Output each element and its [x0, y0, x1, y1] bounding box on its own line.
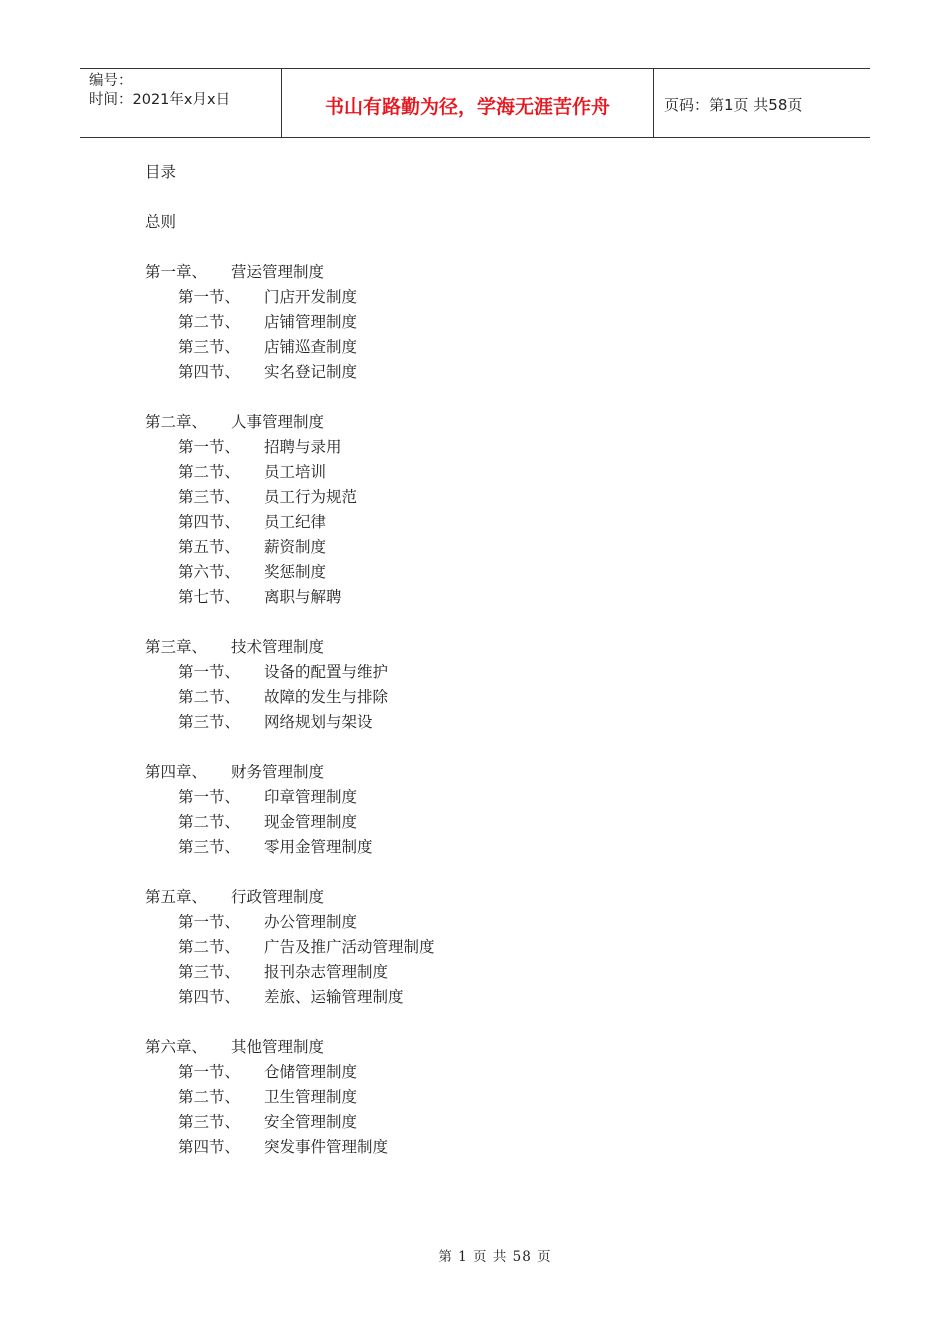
section-title: 实名登记制度	[264, 363, 358, 381]
section-label: 第四节、	[178, 363, 241, 381]
chapter-title: 行政管理制度	[231, 888, 325, 906]
section-label: 第二节、	[178, 688, 241, 706]
section-label: 第三节、	[178, 838, 241, 856]
section-title: 奖惩制度	[264, 563, 327, 581]
section-title: 零用金管理制度	[264, 838, 373, 856]
section-title: 现金管理制度	[264, 813, 358, 831]
section-title: 店铺巡查制度	[264, 338, 358, 356]
section-title: 报刊杂志管理制度	[264, 963, 389, 981]
toc-section	[145, 360, 435, 385]
section-label: 第七节、	[178, 588, 241, 606]
section-label: 第四节、	[178, 1138, 241, 1156]
toc-chapter	[145, 260, 435, 285]
section-title: 差旅、运输管理制度	[264, 988, 404, 1006]
section-title: 办公管理制度	[264, 913, 358, 931]
toc-section	[145, 285, 435, 310]
chapter-label: 第六章、	[145, 1038, 208, 1056]
toc-chapter	[145, 410, 435, 435]
header-meta	[80, 69, 282, 137]
section-label: 第三节、	[178, 338, 241, 356]
toc-section	[145, 1135, 435, 1160]
toc-title: 目录	[145, 163, 177, 181]
toc-chapter	[145, 1035, 435, 1060]
section-label: 第三节、	[178, 1113, 241, 1131]
section-title: 门店开发制度	[264, 288, 358, 306]
table-of-contents	[145, 160, 435, 1160]
section-label: 第一节、	[178, 438, 241, 456]
section-title: 招聘与录用	[264, 438, 342, 456]
toc-section	[145, 1060, 435, 1085]
section-label: 第四节、	[178, 988, 241, 1006]
section-label: 第二节、	[178, 938, 241, 956]
section-title: 仓储管理制度	[264, 1063, 358, 1081]
section-label: 第一节、	[178, 288, 241, 306]
section-title: 员工行为规范	[264, 488, 358, 506]
section-title: 广告及推广活动管理制度	[264, 938, 435, 956]
section-title: 员工培训	[264, 463, 327, 481]
header-motto: 书山有路勤为径，学海无涯苦作舟	[282, 69, 654, 137]
chapter-label: 第四章、	[145, 763, 208, 781]
toc-section	[145, 910, 435, 935]
chapter-list	[145, 260, 435, 1160]
toc-section	[145, 710, 435, 735]
toc-section	[145, 535, 435, 560]
chapter-label: 第三章、	[145, 638, 208, 656]
section-label: 第二节、	[178, 813, 241, 831]
section-label: 第三节、	[178, 713, 241, 731]
chapter-title: 营运管理制度	[231, 263, 325, 281]
section-title: 设备的配置与维护	[264, 663, 389, 681]
number-label: 编号：	[89, 73, 133, 89]
toc-section	[145, 335, 435, 360]
section-label: 第三节、	[178, 488, 241, 506]
toc-section	[145, 835, 435, 860]
toc-chapter	[145, 885, 435, 910]
section-label: 第一节、	[178, 788, 241, 806]
section-label: 第一节、	[178, 913, 241, 931]
section-title: 卫生管理制度	[264, 1088, 358, 1106]
chapter-label: 第二章、	[145, 413, 208, 431]
toc-section	[145, 660, 435, 685]
document-header	[80, 68, 870, 138]
toc-chapter	[145, 760, 435, 785]
section-label: 第二节、	[178, 313, 241, 331]
section-label: 第六节、	[178, 563, 241, 581]
chapter-title: 其他管理制度	[231, 1038, 325, 1056]
section-label: 第一节、	[178, 1063, 241, 1081]
section-title: 离职与解聘	[264, 588, 342, 606]
chapter-label: 第五章、	[145, 888, 208, 906]
section-title: 印章管理制度	[264, 788, 358, 806]
toc-section	[145, 510, 435, 535]
toc-section	[145, 485, 435, 510]
section-label: 第三节、	[178, 963, 241, 981]
section-title: 故障的发生与排除	[264, 688, 389, 706]
section-label: 第二节、	[178, 1088, 241, 1106]
section-label: 第五节、	[178, 538, 241, 556]
toc-section	[145, 435, 435, 460]
section-label: 第四节、	[178, 513, 241, 531]
section-title: 员工纪律	[264, 513, 327, 531]
toc-chapter	[145, 635, 435, 660]
toc-section	[145, 985, 435, 1010]
toc-section	[145, 960, 435, 985]
section-title: 店铺管理制度	[264, 313, 358, 331]
toc-section	[145, 560, 435, 585]
section-label: 第二节、	[178, 463, 241, 481]
toc-section	[145, 1085, 435, 1110]
toc-section	[145, 935, 435, 960]
chapter-title: 财务管理制度	[231, 763, 325, 781]
toc-section	[145, 460, 435, 485]
toc-general: 总则	[145, 213, 177, 231]
section-title: 突发事件管理制度	[264, 1138, 389, 1156]
time-label: 时间：2021年x月x日	[89, 92, 231, 108]
header-page-info: 页码：第1页 共58页	[664, 95, 803, 114]
toc-section	[145, 585, 435, 610]
section-label: 第一节、	[178, 663, 241, 681]
toc-section	[145, 785, 435, 810]
page-footer: 第 1 页 共 58 页	[438, 1249, 552, 1265]
toc-section	[145, 1110, 435, 1135]
section-title: 薪资制度	[264, 538, 327, 556]
chapter-label: 第一章、	[145, 263, 208, 281]
toc-section	[145, 310, 435, 335]
chapter-title: 技术管理制度	[231, 638, 325, 656]
section-title: 网络规划与架设	[264, 713, 373, 731]
toc-section	[145, 810, 435, 835]
chapter-title: 人事管理制度	[231, 413, 325, 431]
toc-section	[145, 685, 435, 710]
section-title: 安全管理制度	[264, 1113, 358, 1131]
